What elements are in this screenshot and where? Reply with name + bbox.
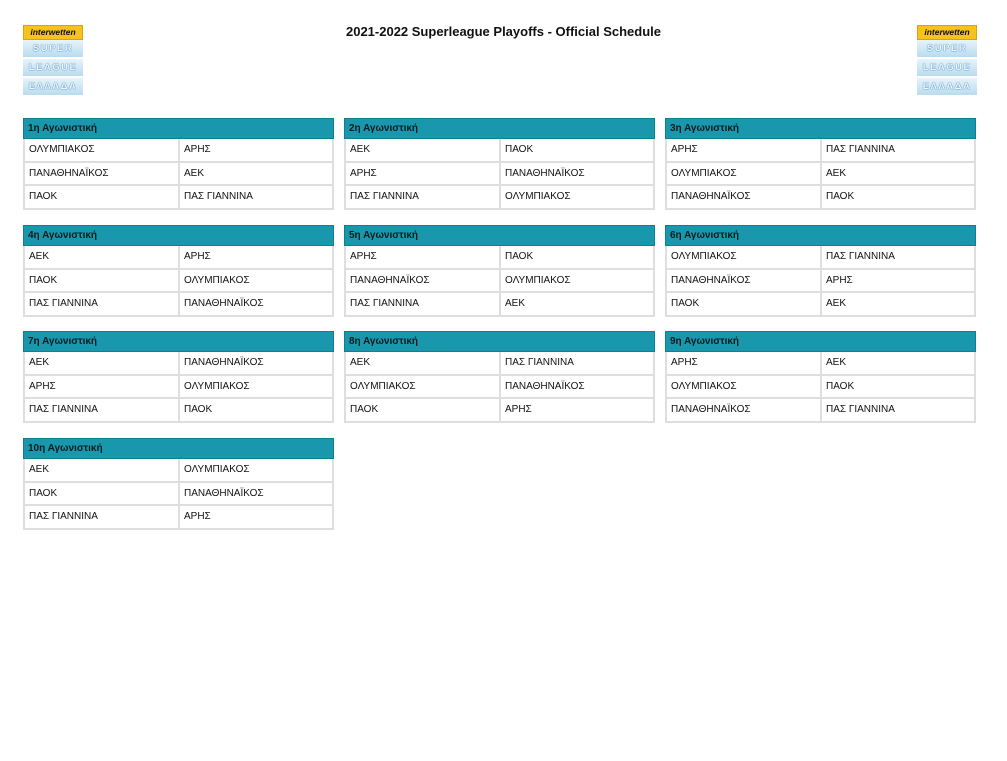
away-team: ΟΛΥΜΠΙΑΚΟΣ [178, 376, 334, 398]
away-team: ΠΑΝΑΘΗΝΑΪΚΟΣ [178, 483, 334, 505]
home-team: ΠΑΣ ΓΙΑΝΝΙΝΑ [23, 399, 178, 421]
round-title: 1η Αγωνιστική [23, 118, 334, 139]
match-row [344, 399, 655, 423]
home-team: ΟΛΥΜΠΙΑΚΟΣ [665, 163, 820, 185]
away-team: ΠΑΟΚ [499, 139, 655, 161]
away-team: ΑΡΗΣ [820, 270, 976, 292]
match-row [344, 376, 655, 400]
away-team: ΑΕΚ [178, 163, 334, 185]
home-team: ΠΑΝΑΘΗΝΑΪΚΟΣ [665, 399, 820, 421]
logo-line-super: SUPER [23, 40, 83, 57]
home-team: ΑΡΗΣ [23, 376, 178, 398]
round-title: 9η Αγωνιστική [665, 331, 976, 352]
home-team: ΠΑΟΚ [344, 399, 499, 421]
away-team: ΠΑΝΑΘΗΝΑΪΚΟΣ [499, 163, 655, 185]
home-team: ΠΑΣ ΓΙΑΝΝΙΝΑ [23, 506, 178, 528]
round-table [665, 331, 976, 423]
match-row [665, 352, 976, 376]
match-row [23, 399, 334, 423]
home-team: ΠΑΟΚ [665, 293, 820, 315]
away-team: ΑΕΚ [499, 293, 655, 315]
match-row [665, 139, 976, 163]
home-team: ΑΕΚ [344, 352, 499, 374]
round-table [344, 225, 655, 317]
away-team: ΑΡΗΣ [178, 506, 334, 528]
match-row [23, 186, 334, 210]
match-row [344, 186, 655, 210]
logo-line-league: LEAGUE [917, 59, 977, 76]
away-team: ΠΑΣ ΓΙΑΝΝΙΝΑ [820, 399, 976, 421]
away-team: ΑΡΗΣ [499, 399, 655, 421]
home-team: ΟΛΥΜΠΙΑΚΟΣ [23, 139, 178, 161]
away-team: ΟΛΥΜΠΙΑΚΟΣ [499, 270, 655, 292]
home-team: ΠΑΝΑΘΗΝΑΪΚΟΣ [344, 270, 499, 292]
page-title: 2021-2022 Superleague Playoffs - Official Schedule [345, 24, 661, 39]
home-team: ΠΑΣ ΓΙΑΝΝΙΝΑ [23, 293, 178, 315]
round-title: 8η Αγωνιστική [344, 331, 655, 352]
round-title: 3η Αγωνιστική [665, 118, 976, 139]
match-row [344, 163, 655, 187]
home-team: ΟΛΥΜΠΙΑΚΟΣ [665, 376, 820, 398]
round-title: 10η Αγωνιστική [23, 438, 334, 459]
match-row [344, 139, 655, 163]
away-team: ΑΕΚ [820, 163, 976, 185]
logo-sponsor-text: interwetten [23, 25, 83, 40]
away-team: ΠΑΝΑΘΗΝΑΪΚΟΣ [178, 352, 334, 374]
home-team: ΠΑΟΚ [23, 186, 178, 208]
match-row [23, 352, 334, 376]
match-row [23, 483, 334, 507]
away-team: ΑΕΚ [820, 352, 976, 374]
home-team: ΑΕΚ [23, 246, 178, 268]
round-table [23, 331, 334, 423]
home-team: ΠΑΣ ΓΙΑΝΝΙΝΑ [344, 186, 499, 208]
match-row [665, 293, 976, 317]
round-table [23, 118, 334, 210]
match-row [23, 506, 334, 530]
round-title: 5η Αγωνιστική [344, 225, 655, 246]
round-title: 4η Αγωνιστική [23, 225, 334, 246]
match-row [23, 459, 334, 483]
round-table [344, 331, 655, 423]
round-table [665, 118, 976, 210]
match-row [23, 163, 334, 187]
home-team: ΠΑΣ ΓΙΑΝΝΙΝΑ [344, 293, 499, 315]
away-team: ΟΛΥΜΠΙΑΚΟΣ [178, 270, 334, 292]
logo-line-greece: ΕΛΛΑΔΑ [917, 78, 977, 95]
match-row [665, 186, 976, 210]
match-row [344, 293, 655, 317]
round-title: 2η Αγωνιστική [344, 118, 655, 139]
home-team: ΑΡΗΣ [665, 352, 820, 374]
home-team: ΠΑΝΑΘΗΝΑΪΚΟΣ [23, 163, 178, 185]
match-row [23, 293, 334, 317]
away-team: ΑΕΚ [820, 293, 976, 315]
away-team: ΠΑΣ ΓΙΑΝΝΙΝΑ [820, 139, 976, 161]
home-team: ΑΕΚ [23, 352, 178, 374]
match-row [23, 139, 334, 163]
logo-line-league: LEAGUE [23, 59, 83, 76]
away-team: ΠΑΣ ΓΙΑΝΝΙΝΑ [820, 246, 976, 268]
match-row [344, 246, 655, 270]
round-title: 6η Αγωνιστική [665, 225, 976, 246]
match-row [665, 246, 976, 270]
match-row [665, 399, 976, 423]
match-row [344, 270, 655, 294]
home-team: ΠΑΟΚ [23, 483, 178, 505]
logo-line-super: SUPER [917, 40, 977, 57]
match-row [665, 270, 976, 294]
home-team: ΑΕΚ [344, 139, 499, 161]
away-team: ΠΑΟΚ [820, 186, 976, 208]
home-team: ΑΕΚ [23, 459, 178, 481]
logo-sponsor-text: interwetten [917, 25, 977, 40]
home-team: ΠΑΟΚ [23, 270, 178, 292]
home-team: ΑΡΗΣ [665, 139, 820, 161]
away-team: ΑΡΗΣ [178, 246, 334, 268]
home-team: ΟΛΥΜΠΙΑΚΟΣ [344, 376, 499, 398]
home-team: ΑΡΗΣ [344, 163, 499, 185]
round-table [23, 438, 334, 530]
superleague-logo-right [917, 25, 977, 111]
away-team: ΟΛΥΜΠΙΑΚΟΣ [178, 459, 334, 481]
match-row [665, 163, 976, 187]
away-team: ΟΛΥΜΠΙΑΚΟΣ [499, 186, 655, 208]
logo-line-greece: ΕΛΛΑΔΑ [23, 78, 83, 95]
away-team: ΠΑΟΚ [499, 246, 655, 268]
round-table [665, 225, 976, 317]
round-title: 7η Αγωνιστική [23, 331, 334, 352]
round-table [23, 225, 334, 317]
away-team: ΠΑΟΚ [178, 399, 334, 421]
match-row [23, 246, 334, 270]
away-team: ΠΑΝΑΘΗΝΑΪΚΟΣ [499, 376, 655, 398]
away-team: ΠΑΟΚ [820, 376, 976, 398]
home-team: ΠΑΝΑΘΗΝΑΪΚΟΣ [665, 270, 820, 292]
away-team: ΠΑΣ ΓΙΑΝΝΙΝΑ [499, 352, 655, 374]
round-table [344, 118, 655, 210]
match-row [344, 352, 655, 376]
match-row [23, 376, 334, 400]
match-row [665, 376, 976, 400]
superleague-logo-left [23, 25, 83, 111]
away-team: ΠΑΝΑΘΗΝΑΪΚΟΣ [178, 293, 334, 315]
home-team: ΠΑΝΑΘΗΝΑΪΚΟΣ [665, 186, 820, 208]
match-row [23, 270, 334, 294]
home-team: ΑΡΗΣ [344, 246, 499, 268]
away-team: ΠΑΣ ΓΙΑΝΝΙΝΑ [178, 186, 334, 208]
away-team: ΑΡΗΣ [178, 139, 334, 161]
home-team: ΟΛΥΜΠΙΑΚΟΣ [665, 246, 820, 268]
